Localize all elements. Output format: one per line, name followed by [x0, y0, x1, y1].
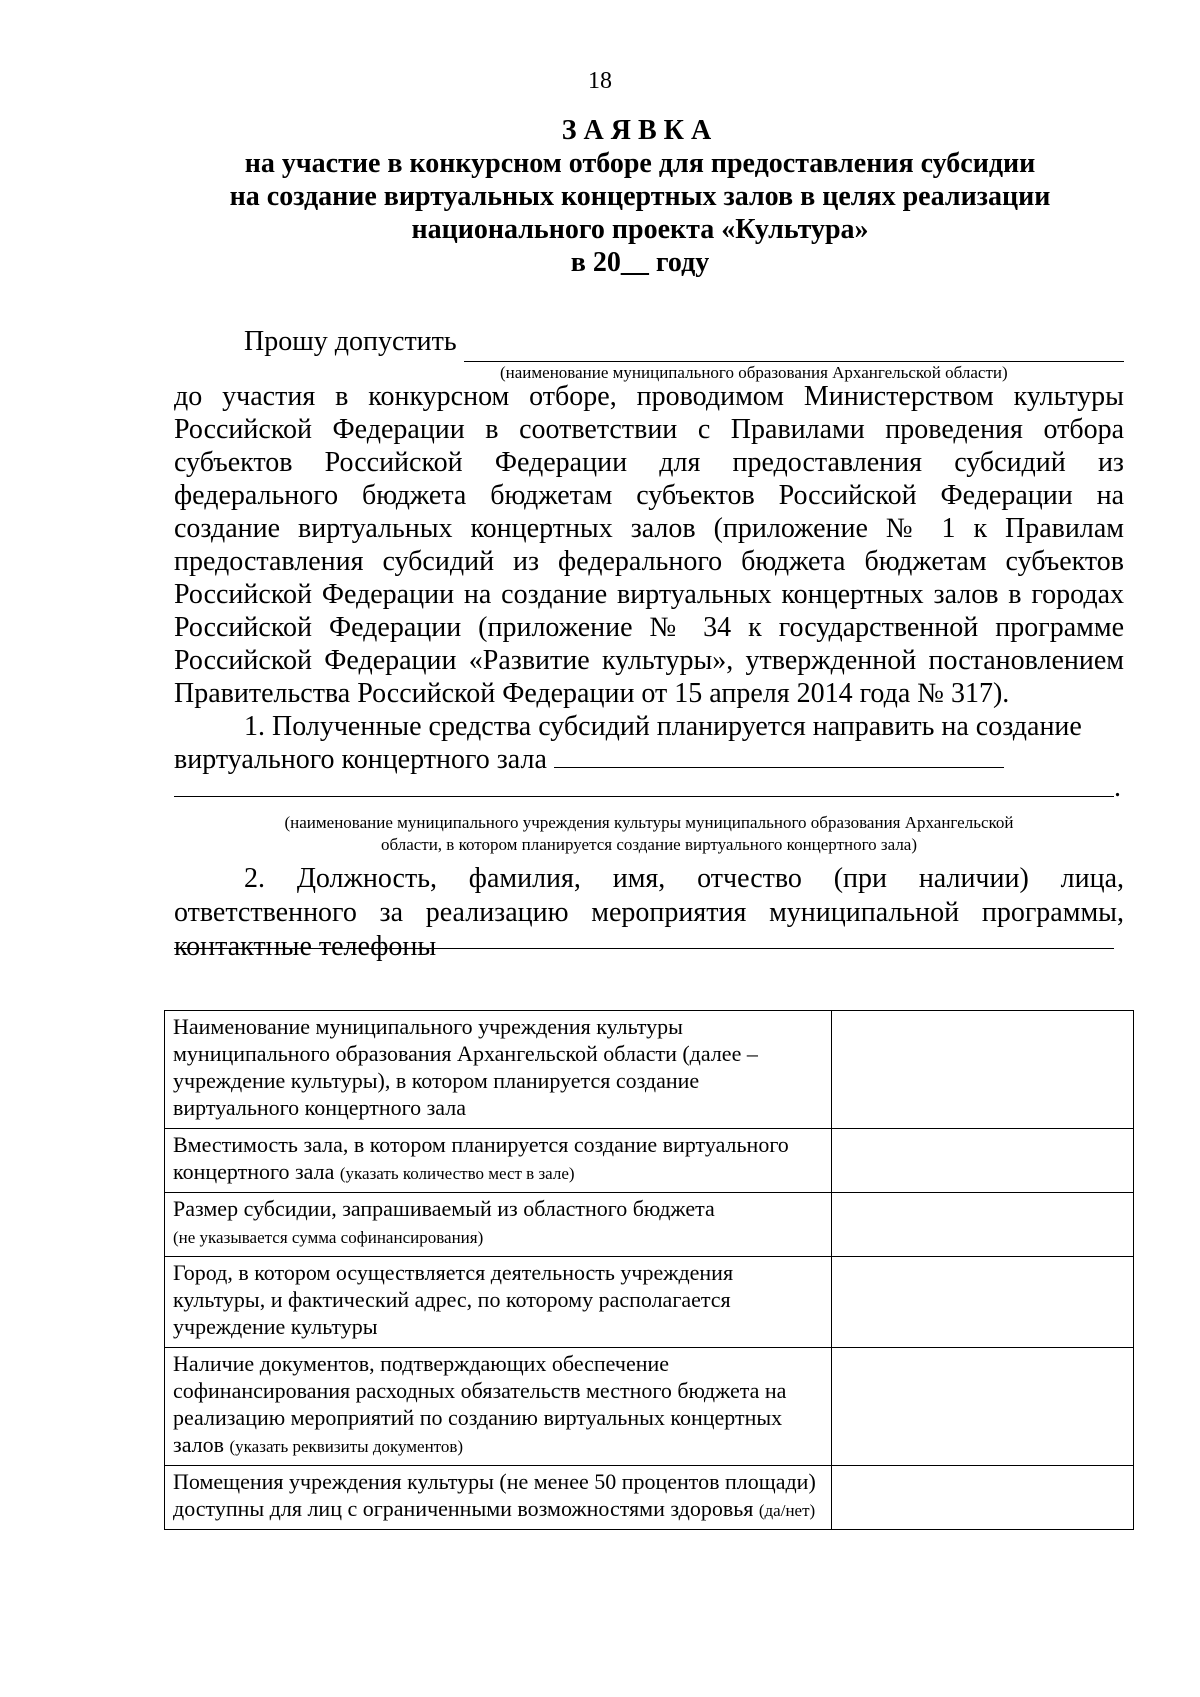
row-value-cell[interactable] [832, 1011, 1134, 1129]
responsible-paragraph: 2. Должность, фамилия, имя, отчество (при наличии) лица, ответственного за реализацию мероприятия муниципальной программы, контактные телефоны [174, 863, 1124, 962]
row-label-text: Размер субсидии, запрашиваемый из областного бюджета [173, 1196, 715, 1221]
institution-hint-line2: области, в котором планируется создание виртуального концертного зала) [380, 835, 918, 854]
row-label-text: Наличие документов, подтверждающих обеспечение софинансирования расходных обязательств местного бюджета на реализацию мероприятий по созданию виртуальных концертных залов [173, 1351, 787, 1457]
row-label-text: Помещения учреждения культуры (не менее 50 процентов площади) доступны для лиц с ограниченными возможностями здоровья [173, 1469, 816, 1521]
table-row [165, 1011, 1134, 1129]
table-row [165, 1466, 1134, 1530]
row-value-cell[interactable] [832, 1466, 1134, 1530]
row-label [165, 1257, 832, 1348]
row-note: (не указывается сумма софинансирования) [173, 1228, 484, 1247]
responsible-fill-line[interactable] [174, 948, 1114, 949]
applicant-hint: (наименование муниципального образования Архангельской области) [500, 363, 1008, 382]
table-row [165, 1193, 1134, 1257]
applicant-fill-line[interactable] [464, 361, 1124, 362]
table-row [165, 1257, 1134, 1348]
table-row [165, 1348, 1134, 1466]
row-value-cell[interactable] [832, 1193, 1134, 1257]
institution-hint-line1: (наименование муниципального учреждения культуры муниципального образования Архангельской [284, 813, 1014, 832]
title-line-2: на участие в конкурсном отборе для предоставления субсидии [244, 148, 1036, 179]
row-label [165, 1129, 832, 1193]
item1-line2-wrap [174, 743, 1124, 776]
document-title [160, 114, 1120, 279]
row-value-cell[interactable] [832, 1129, 1134, 1193]
institution-fill-line[interactable] [174, 796, 1114, 797]
title-heading: ЗАЯВКА [561, 115, 719, 146]
item1-line1: 1. Полученные средства субсидий планируется направить на создание [244, 711, 1082, 742]
row-label [165, 1011, 832, 1129]
row-note: (указать реквизиты документов) [229, 1437, 464, 1456]
page-number: 18 [588, 68, 612, 94]
row-label-text: Вместимость зала, в котором планируется создание виртуального концертного зала [173, 1132, 789, 1184]
title-line-4: национального проекта «Культура» [411, 214, 869, 245]
title-line-3: на создание виртуальных концертных залов в целях реализации [229, 181, 1051, 212]
item1-line2: виртуального концертного зала [174, 744, 547, 775]
row-label-text: Город, в котором осуществляется деятельность учреждения культуры, и фактический адрес, по которому располагается учреждение культуры [173, 1260, 734, 1339]
row-label-text: Наименование муниципального учреждения культуры муниципального образования Архангельской области (далее – учреждение культуры), в котором планируется создание виртуального концертного зала [173, 1014, 758, 1120]
row-label [165, 1193, 832, 1257]
row-value-cell[interactable] [832, 1348, 1134, 1466]
info-table [164, 1010, 1134, 1530]
row-note: (указать количество мест в зале) [339, 1164, 575, 1183]
main-body [174, 380, 1124, 776]
row-note: (да/нет) [758, 1501, 816, 1520]
table-row [165, 1129, 1134, 1193]
row-label [165, 1466, 832, 1530]
institution-hint [174, 812, 1124, 856]
applicant-block [244, 326, 1124, 382]
main-paragraph: до участия в конкурсном отборе, проводимом Министерством культуры Российской Федерации в соответствии с Правилами проведения отбора субъектов Российской Федерации для предоставления субсидий из федерального бюджета бюджетам субъектов Российской Федерации на создание виртуальных концертных залов (приложение № 1 к Правилам предоставления субсидий из федерального бюджета бюджетам субъектов Российской Федерации на создание виртуальных концертных залов в городах Российской Федерации (приложение № 34 к государственной программе Российской Федерации «Развитие культуры», утвержденной постановлением Правительства Российской Федерации от 15 апреля 2014 года № 317). [174, 381, 1124, 709]
row-value-cell[interactable] [832, 1257, 1134, 1348]
applicant-label: Прошу допустить [244, 326, 457, 357]
hall-name-fill-line[interactable] [554, 743, 1004, 768]
end-mark: . [1114, 772, 1121, 803]
row-label [165, 1348, 832, 1466]
title-year-line: в 20__ году [570, 247, 710, 278]
